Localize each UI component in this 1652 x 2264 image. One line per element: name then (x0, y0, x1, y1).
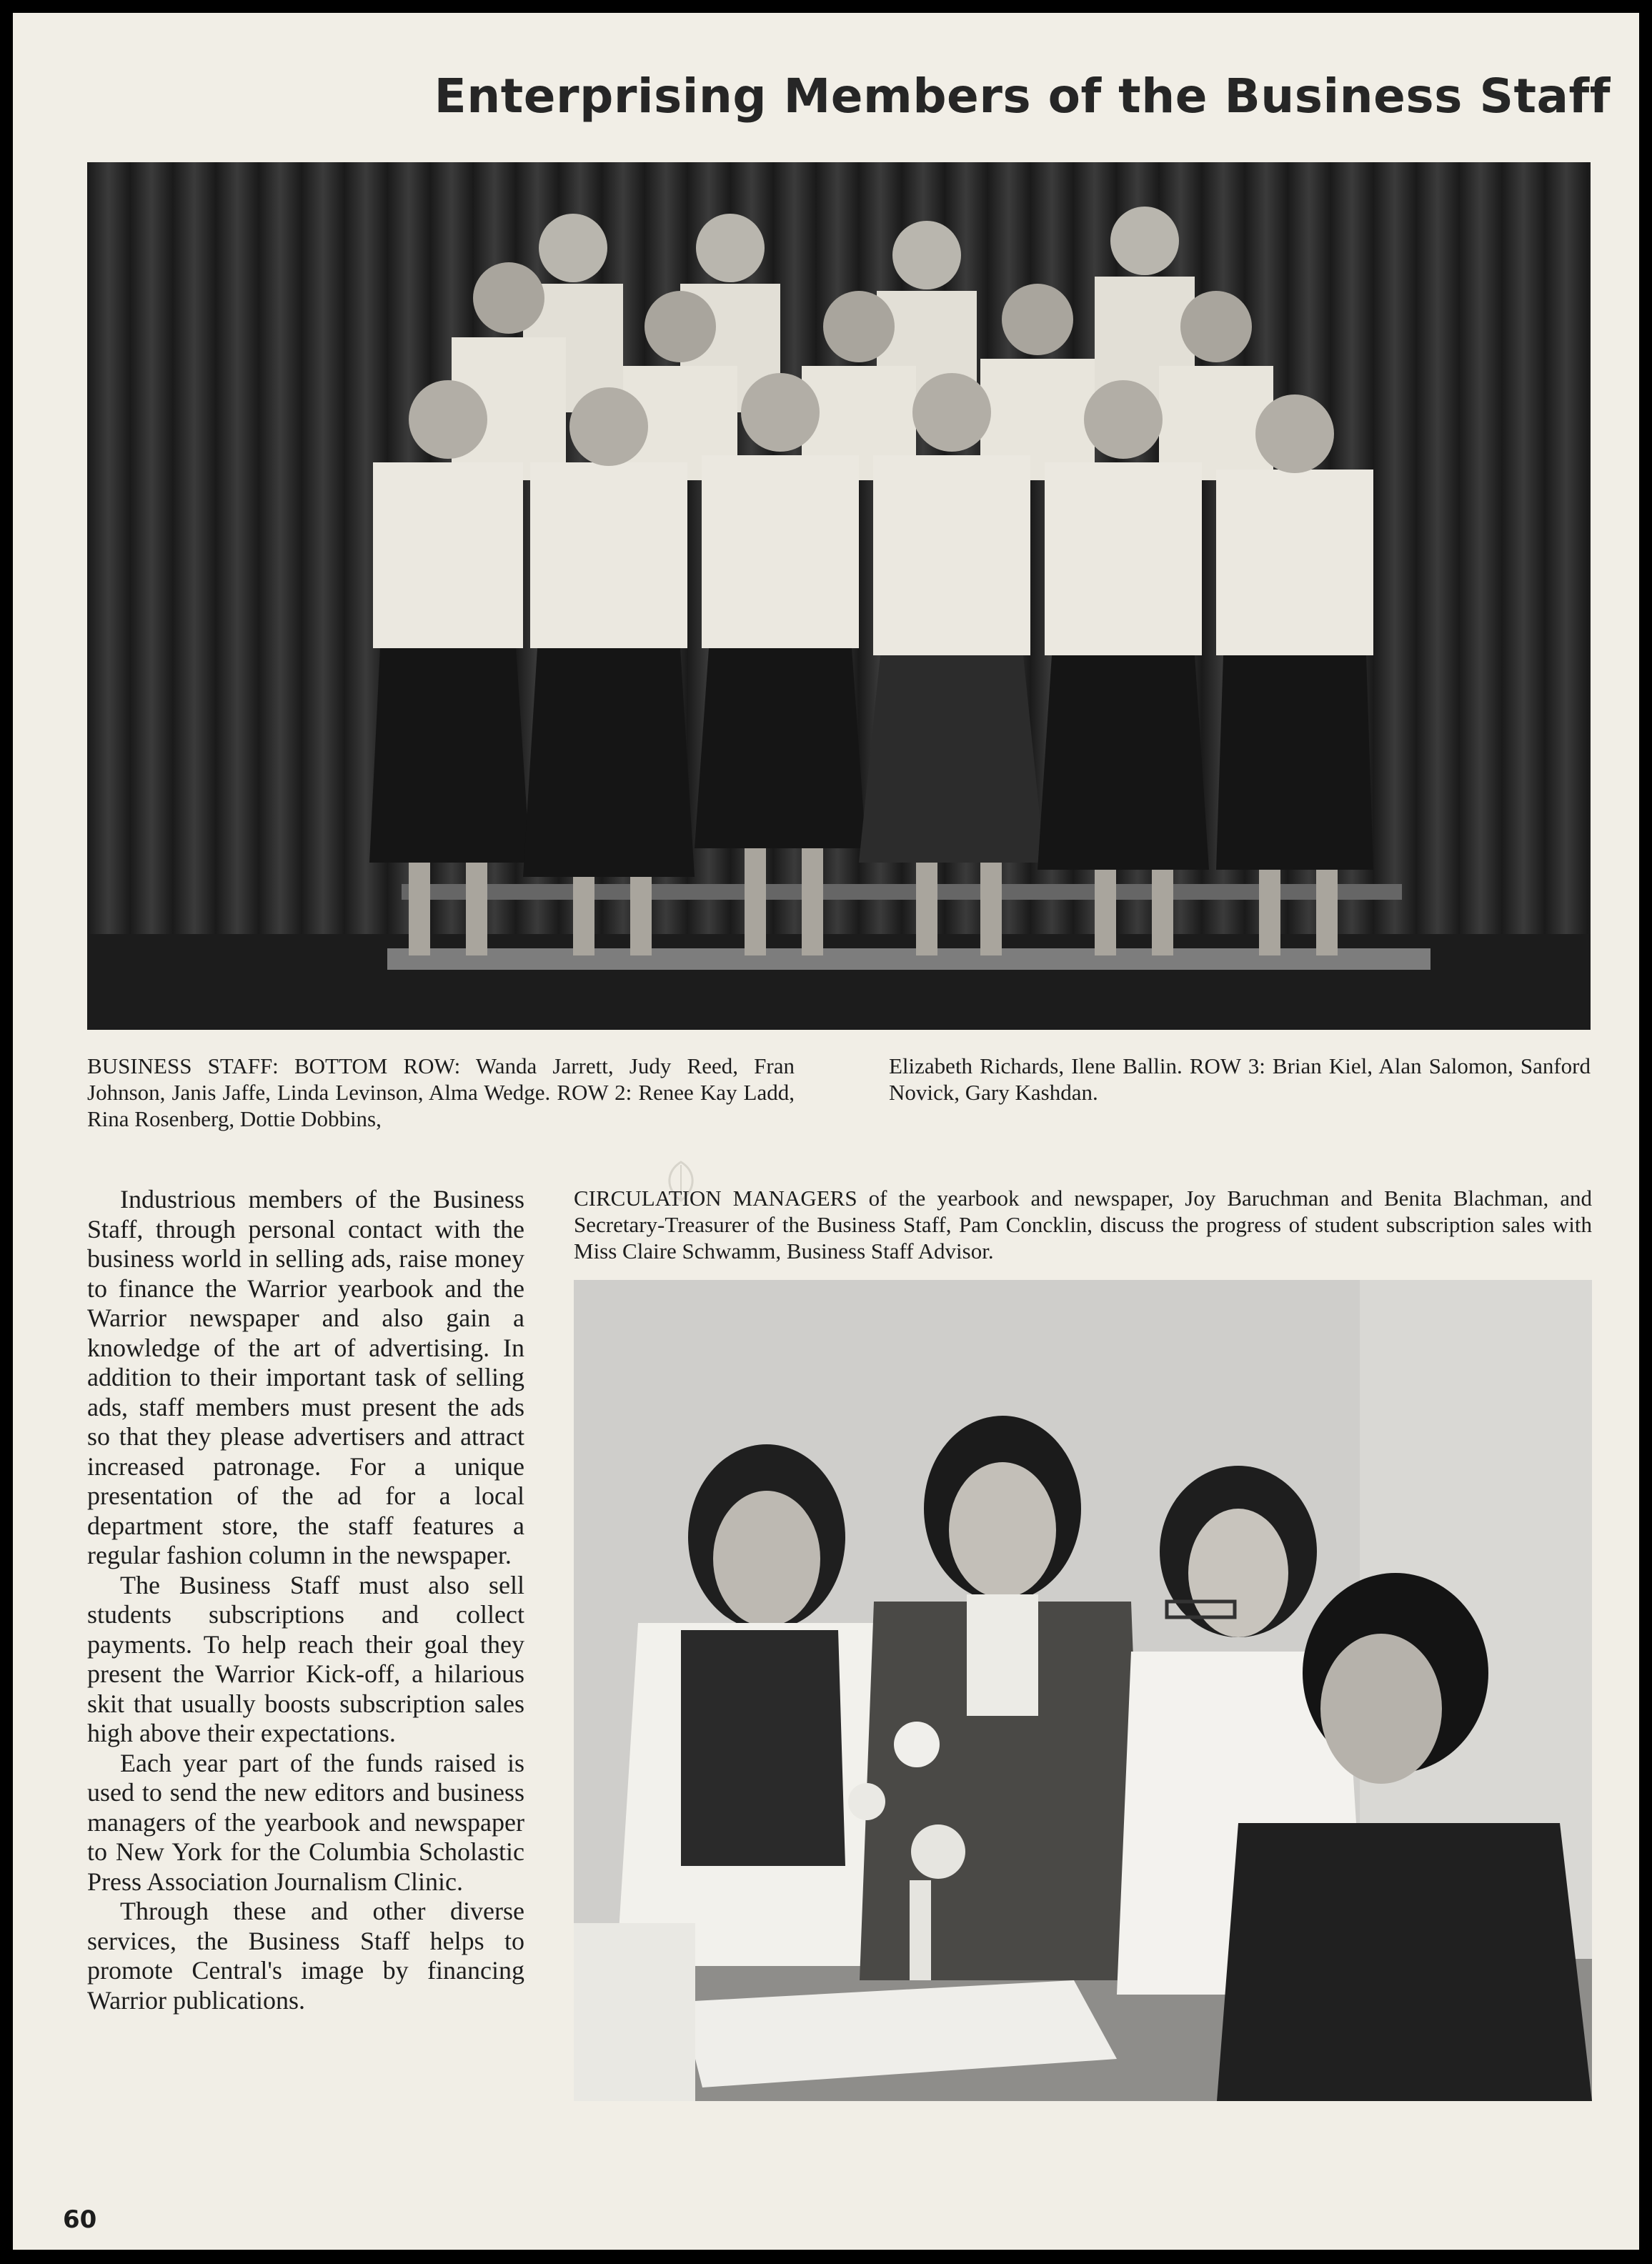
circulation-managers-photo (574, 1280, 1592, 2101)
circulation-photo-caption: CIRCULATION MANAGERS of the yearbook and newspaper, Joy Baruchman and Benita Blachman, and Secretary-Treasurer of the Business Staff, Pam Concklin, discuss the progress of student subscription sales with Miss Claire Schwamm, Business Staff Advisor. (574, 1186, 1592, 1263)
article-body (87, 1185, 524, 2015)
yearbook-page (13, 13, 1639, 2250)
body-paragraph: Each year part of the funds raised is used to send the new editors and business managers of the yearbook and newspaper to New York for the Columbia Scholastic Press Association Journalism Clinic. (87, 1748, 524, 1896)
staff-photo-caption-left: BUSINESS STAFF: BOTTOM ROW: Wanda Jarrett, Judy Reed, Fran Johnson, Janis Jaffe, Linda Levinson, Alma Wedge. ROW 2: Renee Kay Ladd, Rina Rosenberg, Dottie Dobbins, (87, 1053, 795, 1131)
staff-photo-caption-right: Elizabeth Richards, Ilene Ballin. ROW 3: Brian Kiel, Alan Salomon, Sanford Novick, Gary Kashdan. (889, 1053, 1591, 1105)
body-paragraph: The Business Staff must also sell students subscriptions and collect payments. To help reach their goal they present the Warrior Kick-off, a hilarious skit that usually boosts subscription sales high above their expectations. (87, 1570, 524, 1747)
business-staff-group-photo (87, 162, 1591, 1030)
body-paragraph: Industrious members of the Business Staff, through personal contact with the business world in selling ads, raise money to finance the Warrior yearbook and the Warrior newspaper and also gain a knowledge of the art of advertising. In addition to their important task of selling ads, staff members must present the ads so that they please advertisers and attract increased patronage. For a unique presentation of the ad for a local department store, the staff features a regular fashion column in the newspaper. (87, 1185, 524, 1569)
body-paragraph: Through these and other diverse services, the Business Staff helps to promote Central's image by financing Warrior publications. (87, 1897, 524, 2015)
page-title: Enterprising Members of the Business Staff (434, 69, 1611, 124)
page-number: 60 (63, 2205, 97, 2234)
